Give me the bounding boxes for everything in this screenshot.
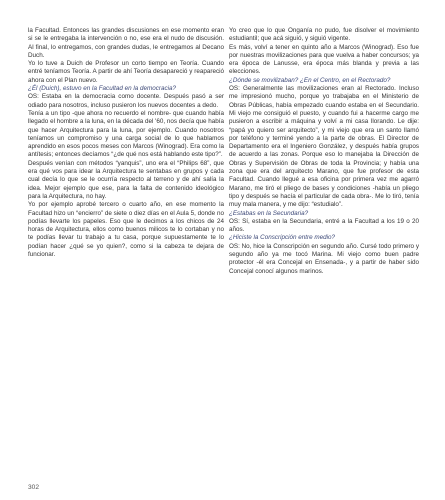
- interview-question: ¿Dónde se movilizaban? ¿En el Centro, en el Rectorado?: [229, 76, 391, 84]
- paragraph: OS: No, hice la Conscripción en segundo año. Cursé todo primero y segundo año ya me tocó Marina. Mi viejo como buen padre protector -él era Concejal en Ensenada-, y a partir de haber sido Concejal conocí algunos marinos.: [229, 242, 419, 275]
- paragraph: OS: Estaba en la democracia como docente. Después pasó a ser odiado para nosotros, incluso pusieron los nuevos docentes a dedo.: [28, 93, 224, 109]
- interview-question: ¿Él (Duich), estuvo en la Facultad en la democracia?: [28, 85, 177, 93]
- interview-question: ¿Hiciste la Conscripción entre medio?: [229, 234, 336, 242]
- right-column: [229, 27, 419, 276]
- interview-question: ¿Estabas en la Secundaria?: [229, 209, 309, 217]
- paragraph: Tenía a un tipo -que ahora no recuerdo el nombre- que cuando había llegado el hombre a la luna, en la década del '60, nos decía que había que hacer Arquitectura para la luna, por ejemplo. Cuando nosotros teníamos un compromiso y una carga social de lo que hablamos aprendido en esos pocos meses con Marcos (Winograd). Era como la antítesis; entonces decíamos “¿de qué nos está hablando este tipo?”.: [28, 109, 224, 159]
- paragraph: la Facultad. Entonces las grandes discusiones en ese momento eran si se le entregaba la intervención o no, ese era el nudo de discusión. Al final, lo entregamos, con grandes dudas, le entregamos al Decano Duch.: [28, 27, 224, 59]
- left-column: [28, 27, 224, 259]
- paragraph: Es más, volví a tener en quinto año a Marcos (Winograd). Eso fue por nuestras movilizaciones para que vuelva a haber concursos; ya era época de Lanusse, era época más blanda y previa a las elecciones.: [229, 43, 419, 76]
- paragraph: OS: Sí, estaba en la Secundaria, entré a la Facultad a los 19 o 20 años.: [229, 217, 419, 234]
- paragraph: Yo creo que lo que Onganía no pudo, fue disolver el movimiento estudiantil; que acá siguió, y siguió vigente.: [229, 27, 419, 43]
- paragraph: OS: Generalmente las movilizaciones eran al Rectorado. Incluso me impresionó mucho, porque yo trabajaba en el Ministerio de Obras Públicas, había empezado cuando estaba en el Secundario. Mi viejo me consiguió el puesto, y cuando fui a hacerme cargo me pusieron a escribir a máquina y volví a mi casa llorando. Le dije: “papá yo quiero ser arquitecto”, y mi viejo que era un santo llamó por teléfono y terminé yendo a la parte de obras. El Director de Departamento era el Ingeniero González, y después había grupos de acuerdo a las zonas. Porque eso lo manejaba la Dirección de Obras y Supervisión de Obras de toda la Provincia; y había una zona que era del arquitecto Marano, que fue profesor de esta Facultad. Cuando llegué a esa oficina por primera vez me agarró Marano, me tiró el pliego de bases y condiciones -había un pliego tipo y después se hacía el particular de cada obra-. Me lo tiró, tenía muy mala manera, y me dijo: “estudialo”.: [229, 85, 419, 209]
- paragraph: Yo por ejemplo aprobé tercero o cuarto año, en ese momento la Facultad hizo un “encierro” de siete o diez días en el Aula 5, donde no podías llevarte los papeles. Eso que le decimos a los chicos de 24 horas de Arquitectura, ellos como buenos milicos te lo cortaban y no te podías llevar tu trabajo a tu casa, porque supuestamente te lo podían hacer ¿qué se yo quien?, como si la cabeza te dejara de funcionar.: [28, 201, 224, 259]
- page-number: 302: [28, 484, 40, 491]
- paragraph: Después venían con métodos “yanquis”, uno era el “Philips 68”, que era qué vos para idear la Arquitectura te sentabas en grupos y cada cual decía lo que se le ocurría respecto al terreno y de ahí salía la idea. Mejor ejemplo que ese, para la falta de contenido ideológico para la Arquitectura, no hay.: [28, 159, 224, 200]
- paragraph: Yo lo tuve a Duich de Profesor un corto tiempo en Teoría. Cuando entré teníamos Teoría. A partir de ahí Teoría desapareció y reapareció ahora con el Plan nuevo.: [28, 60, 224, 84]
